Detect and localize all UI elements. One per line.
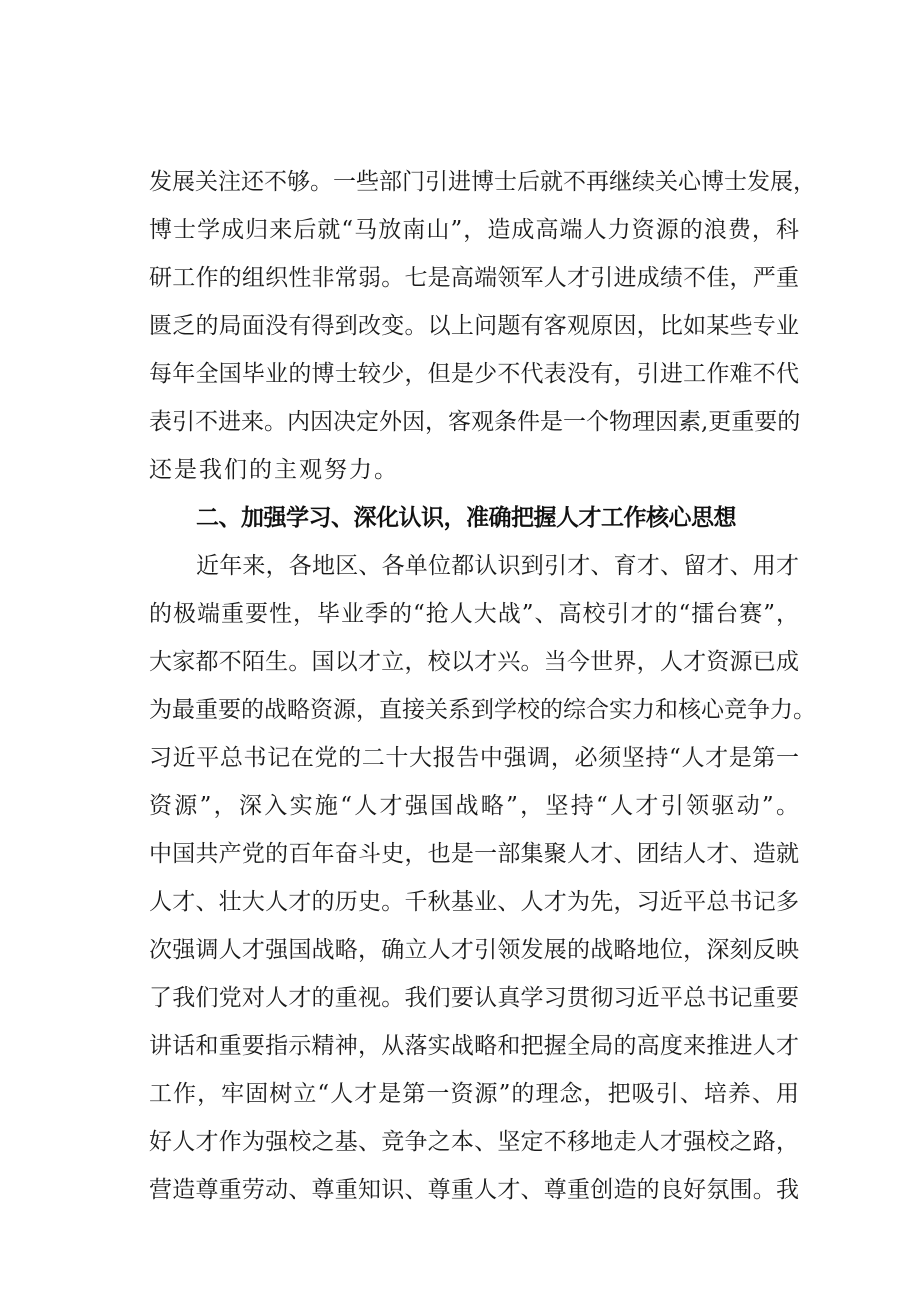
- paragraph-line: 了我们党对人才的重视。我们要认真学习贯彻习近平总书记重要: [149, 985, 799, 1011]
- paragraph-line: 每年全国毕业的博士较少，但是少不代表没有，引进工作难不代: [149, 361, 799, 387]
- paragraph-line: 还是我们的主观努力。: [149, 457, 399, 483]
- paragraph-line: 习近平总书记在党的二十大报告中强调，必须坚持“人才是第一: [149, 745, 799, 771]
- paragraph-line: 发展关注还不够。一些部门引进博士后就不再继续关心博士发展，: [149, 169, 816, 195]
- paragraph-line: 的极端重要性，毕业季的“抢人大战”、高校引才的“擂台赛”，: [149, 601, 799, 627]
- paragraph-line: 工作，牢固树立“人才是第一资源”的理念，把吸引、培养、用: [149, 1081, 799, 1107]
- paragraph-line: 表引不进来。内因决定外因，客观条件是一个物理因素,更重要的: [149, 409, 801, 435]
- paragraph-line: 人才、壮大人才的历史。千秋基业、人才为先，习近平总书记多: [149, 889, 799, 915]
- paragraph-line: 营造尊重劳动、尊重知识、尊重人才、尊重创造的良好氛围。我: [149, 1177, 799, 1203]
- paragraph-line: 研工作的组织性非常弱。七是高端领军人才引进成绩不佳，严重: [149, 265, 799, 291]
- paragraph-line: 近年来，各地区、各单位都认识到引才、育才、留才、用才: [196, 553, 799, 579]
- paragraph-line: 讲话和重要指示精神，从落实战略和把握全局的高度来推进人才: [149, 1033, 799, 1059]
- paragraph-line: 大家都不陌生。国以才立，校以才兴。当今世界，人才资源已成: [149, 649, 799, 675]
- paragraph-line: 好人才作为强校之基、竞争之本、坚定不移地走人才强校之路，: [149, 1129, 799, 1155]
- paragraph-line: 为最重要的战略资源，直接关系到学校的综合实力和核心竞争力。: [149, 697, 816, 723]
- section-heading: 二、加强学习、深化认识，准确把握人才工作核心思想: [196, 505, 736, 531]
- paragraph-line: 匮乏的局面没有得到改变。以上问题有客观原因，比如某些专业: [149, 313, 799, 339]
- paragraph-line: 博士学成归来后就“马放南山”，造成高端人力资源的浪费，科: [149, 217, 799, 243]
- paragraph-line: 资源”，深入实施“人才强国战略”，坚持“人才引领驱动”。: [149, 793, 799, 819]
- paragraph-line: 中国共产党的百年奋斗史，也是一部集聚人才、团结人才、造就: [149, 841, 799, 867]
- paragraph-line: 次强调人才强国战略，确立人才引领发展的战略地位，深刻反映: [149, 937, 799, 963]
